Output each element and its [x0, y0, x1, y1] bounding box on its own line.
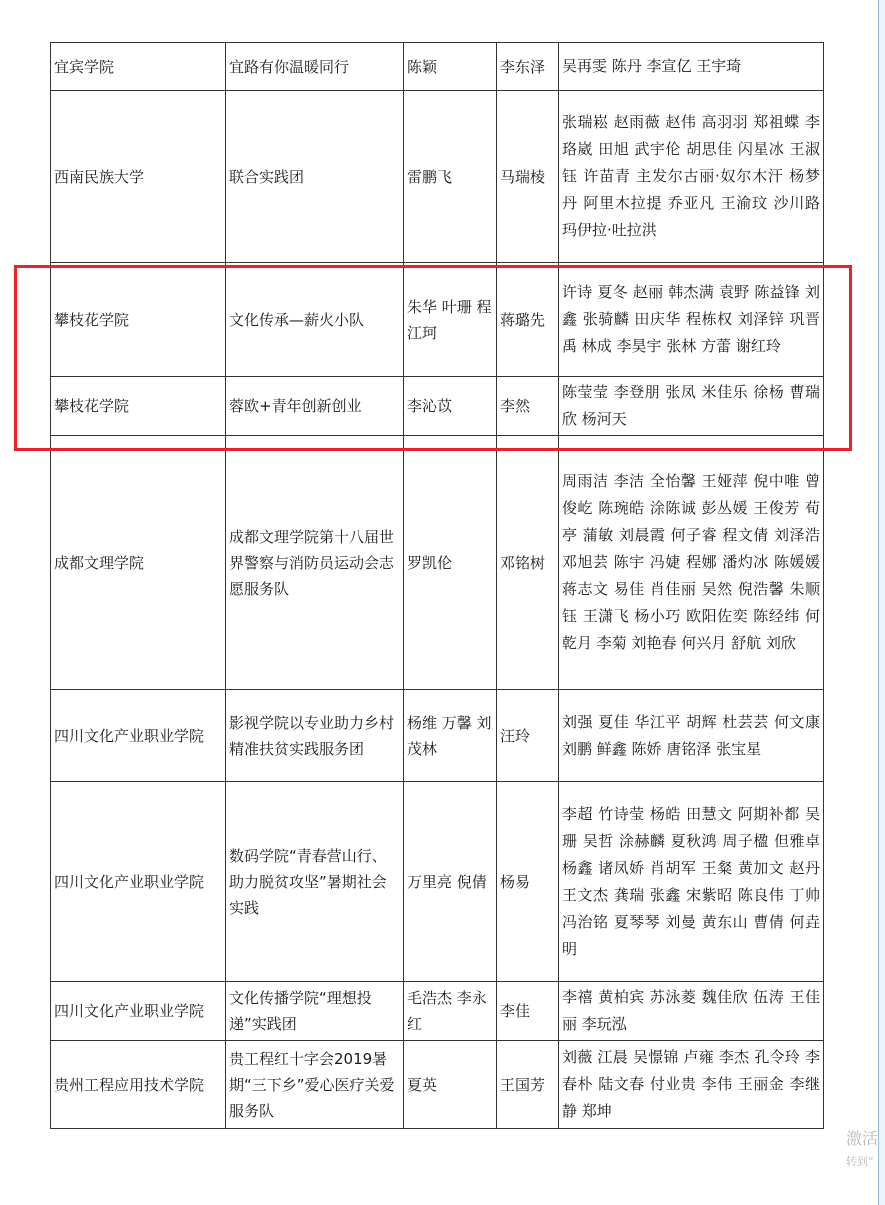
members-cell: 吴再雯 陈丹 李宣亿 王宇琦 — [559, 43, 824, 91]
advisor-cell: 万里亮 倪倩 — [404, 782, 497, 982]
table-row — [51, 782, 824, 982]
school-cell: 西南民族大学 — [51, 91, 226, 263]
watermark-line1: 激活 — [846, 1129, 879, 1148]
school-cell: 成都文理学院 — [51, 436, 226, 690]
advisor-cell: 夏英 — [404, 1041, 497, 1129]
project-cell: 数码学院“青春营山行、助力脱贫攻坚”暑期社会实践 — [226, 782, 404, 982]
project-cell: 文化传承—薪火小队 — [226, 263, 404, 377]
activation-watermark — [846, 1126, 878, 1169]
leader-cell: 邓铭树 — [497, 436, 559, 690]
members-cell: 陈莹莹 李登朋 张凤 米佳乐 徐杨 曹瑞欣 杨河天 — [559, 377, 824, 436]
advisor-cell: 杨维 万馨 刘茂林 — [404, 690, 497, 782]
advisor-cell: 李沁苡 — [404, 377, 497, 436]
members-cell: 李禧 黄柏宾 苏泳菱 魏佳欣 伍涛 王佳丽 李玩泓 — [559, 982, 824, 1041]
members-cell: 李超 竹诗莹 杨皓 田慧文 阿期补都 吴珊 吴哲 涂赫麟 夏秋鸿 周子楹 但雅卓 杨鑫 诸凤娇 肖胡军 王粲 黄加文 赵丹 王文杰 龚瑞 张鑫 宋紫昭 陈良伟 丁帅 冯治铭 夏琴琴 刘曼 黄东山 曹倩 何垚明 — [559, 782, 824, 982]
advisor-cell: 陈颖 — [404, 43, 497, 91]
school-cell: 攀枝花学院 — [51, 263, 226, 377]
table-row — [51, 43, 824, 91]
table-row — [51, 436, 824, 690]
project-cell: 文化传播学院“理想投递”实践团 — [226, 982, 404, 1041]
team-list-table — [50, 42, 824, 1129]
advisor-cell: 朱华 叶珊 程江珂 — [404, 263, 497, 377]
advisor-cell: 毛浩杰 李永红 — [404, 982, 497, 1041]
leader-cell: 杨易 — [497, 782, 559, 982]
project-cell: 成都文理学院第十八届世界警察与消防员运动会志愿服务队 — [226, 436, 404, 690]
advisor-cell: 罗凯伦 — [404, 436, 497, 690]
leader-cell: 王国芳 — [497, 1041, 559, 1129]
school-cell: 宜宾学院 — [51, 43, 226, 91]
table-row — [51, 1041, 824, 1129]
leader-cell: 李佳 — [497, 982, 559, 1041]
project-cell: 影视学院以专业助力乡村精准扶贫实践服务团 — [226, 690, 404, 782]
school-cell: 四川文化产业职业学院 — [51, 782, 226, 982]
table-row — [51, 690, 824, 782]
members-cell: 许诗 夏冬 赵丽 韩杰满 袁野 陈益锋 刘鑫 张骑麟 田庆华 程栋权 刘泽锌 巩晋禹 林成 李昊宇 张林 方蕾 谢红玲 — [559, 263, 824, 377]
project-cell: 贵工程红十字会2019暑期“三下乡”爱心医疗关爱服务队 — [226, 1041, 404, 1129]
leader-cell: 李东泽 — [497, 43, 559, 91]
school-cell: 贵州工程应用技术学院 — [51, 1041, 226, 1129]
leader-cell: 汪玲 — [497, 690, 559, 782]
advisor-cell: 雷鹏飞 — [404, 91, 497, 263]
leader-cell: 蒋璐先 — [497, 263, 559, 377]
school-cell: 四川文化产业职业学院 — [51, 690, 226, 782]
leader-cell: 马瑞棱 — [497, 91, 559, 263]
school-cell: 四川文化产业职业学院 — [51, 982, 226, 1041]
watermark-line2: 转到“ — [846, 1155, 874, 1168]
table-row — [51, 263, 824, 377]
members-cell: 张瑞崧 赵雨薇 赵伟 高羽羽 郑祖蝶 李珞崴 田旭 武宇伦 胡思佳 闪星冰 王淑钰 许苗青 主发尔古丽·奴尔木汗 杨梦丹 阿里木拉提 乔亚凡 王渝玟 沙川路 玛伊拉·吐拉洪 — [559, 91, 824, 263]
window-scroll-edge — [878, 0, 885, 1205]
table-row — [51, 377, 824, 436]
table-row — [51, 91, 824, 263]
members-cell: 刘强 夏佳 华江平 胡辉 杜芸芸 何文康 刘鹏 鲜鑫 陈娇 唐铭泽 张宝星 — [559, 690, 824, 782]
project-cell: 联合实践团 — [226, 91, 404, 263]
project-cell: 蓉欧+青年创新创业 — [226, 377, 404, 436]
table-row — [51, 982, 824, 1041]
school-cell: 攀枝花学院 — [51, 377, 226, 436]
members-cell: 刘薇 江晨 吴憬锦 卢雍 李杰 孔令玲 李春朴 陆文春 付业贵 李伟 王丽金 李继静 郑坤 — [559, 1041, 824, 1129]
project-cell: 宜路有你温暖同行 — [226, 43, 404, 91]
leader-cell: 李然 — [497, 377, 559, 436]
members-cell: 周雨洁 李洁 全怡馨 王娅萍 倪中唯 曾俊屹 陈琬皓 涂陈诚 彭丛媛 王俊芳 荀亭 蒲敏 刘晨霞 何子睿 程文倩 刘泽浩 邓旭芸 陈宇 冯婕 程娜 潘灼冰 陈媛媛 蒋志文 易佳 肖佳丽 吴然 倪浩馨 朱顺钰 王潇飞 杨小巧 欧阳佐奕 陈经纬 何乾月 李菊 刘艳春 何兴月 舒航 刘欣 — [559, 436, 824, 690]
